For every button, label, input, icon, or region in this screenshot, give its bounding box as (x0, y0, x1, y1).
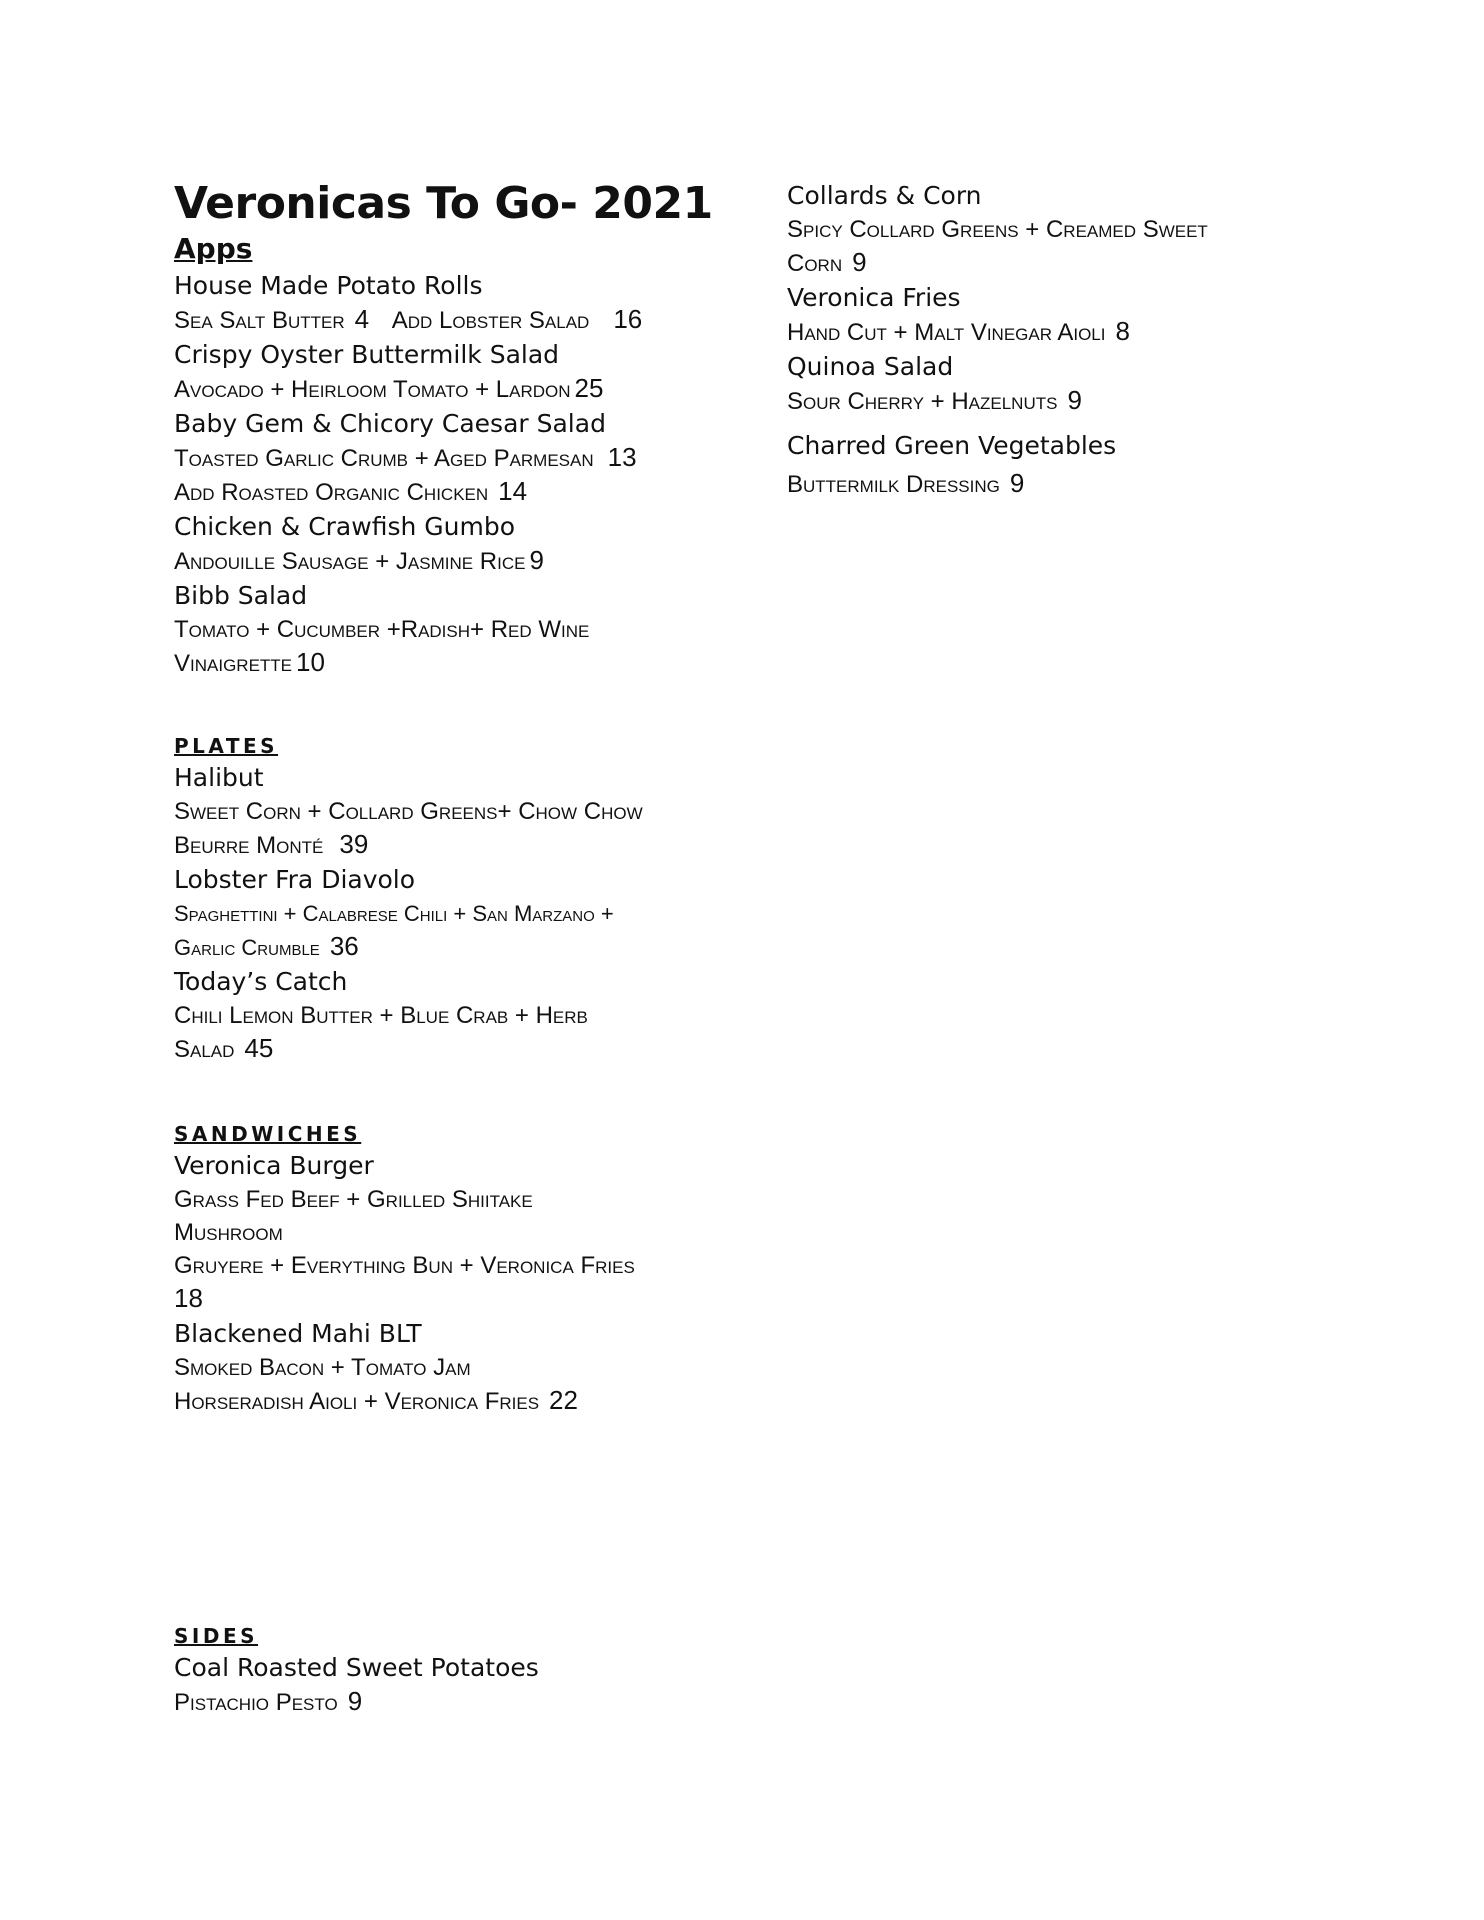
item-price: 8 (1115, 316, 1130, 346)
item-description: Hand Cut + Malt Vinegar Aioli 8 (787, 316, 1130, 346)
item-name: Charred Green Vegetables (787, 431, 1117, 460)
item-description: Sweet Corn + Collard Greens+ Chow Chow (174, 798, 643, 825)
item-name: Bibb Salad (174, 581, 308, 610)
sides-heading: SIDES (174, 1624, 259, 1648)
item-price: 4 (354, 304, 370, 334)
item-addon: Add Roasted Organic Chicken 14 (174, 476, 528, 506)
item-description: Spaghettini + Calabrese Chili + San Marzano + (174, 901, 614, 926)
item-description-line2: Beurre Monté 39 (174, 829, 369, 859)
menu-item (174, 337, 734, 406)
menu-item (174, 1148, 734, 1316)
sandwiches-heading: SANDWICHES (174, 1122, 362, 1146)
item-description: Tomato + Cucumber +Radish+ Red Wine (174, 616, 590, 643)
menu-item (174, 1316, 734, 1418)
item-description: Andouille Sausage + Jasmine Rice 9 (174, 545, 544, 575)
item-name: Chicken & Crawfish Gumbo (174, 512, 515, 541)
item-price: 18 (174, 1283, 203, 1313)
item-price: 36 (329, 931, 359, 961)
menu-item (787, 428, 1347, 501)
menu-item (174, 760, 734, 862)
item-price: 45 (244, 1033, 274, 1063)
item-name: Today’s Catch (174, 967, 348, 996)
item-name: Baby Gem & Chicory Caesar Salad (174, 409, 606, 438)
menu-item (174, 406, 734, 509)
item-price-line (174, 1282, 734, 1316)
page-title: Veronicas To Go- 2021 (174, 178, 713, 229)
item-price: 9 (1067, 385, 1082, 415)
item-description: Sour Cherry + Hazelnuts 9 (787, 385, 1082, 415)
item-description: Pistachio Pesto 9 (174, 1686, 363, 1716)
menu-item (174, 862, 734, 964)
item-description-line2: Salad 45 (174, 1033, 274, 1063)
item-name: Crispy Oyster Buttermilk Salad (174, 340, 560, 369)
item-description-line2: Garlic Crumble 36 (174, 931, 359, 961)
item-description-line2: Vinaigrette 10 (174, 647, 325, 677)
item-description: Chili Lemon Butter + Blue Crab + Herb (174, 1002, 588, 1029)
plates-section (174, 732, 734, 1066)
item-price: 9 (529, 545, 544, 575)
item-price: 39 (339, 829, 369, 859)
item-price: 22 (549, 1385, 578, 1415)
item-addon: Add Lobster Salad (391, 307, 590, 334)
item-price: 25 (574, 373, 604, 403)
item-description: Toasted Garlic Crumb + Aged Parmesan 13 (174, 442, 637, 472)
item-name: Veronica Burger (174, 1151, 374, 1180)
item-name: Lobster Fra Diavolo (174, 865, 416, 894)
item-name: House Made Potato Rolls (174, 271, 483, 300)
item-description: Grass Fed Beef + Grilled Shiitake (174, 1186, 533, 1213)
menu-item (174, 964, 734, 1066)
apps-section (174, 230, 734, 680)
item-price: 13 (607, 442, 637, 472)
item-name: Collards & Corn (787, 181, 982, 210)
sides-section (174, 1622, 734, 1719)
item-addon-price: 14 (498, 476, 528, 506)
menu-item (174, 578, 734, 680)
item-description: Avocado + Heirloom Tomato + Lardon 25 (174, 373, 604, 403)
item-addon-price: 16 (613, 304, 643, 334)
item-price: 9 (852, 247, 867, 277)
item-price: 10 (296, 647, 325, 677)
item-name: Halibut (174, 763, 264, 792)
item-description-line2: Horseradish Aioli + Veronica Fries 22 (174, 1385, 578, 1415)
item-price: 9 (1009, 468, 1025, 498)
menu-item (174, 1650, 734, 1719)
item-description: Smoked Bacon + Tomato Jam (174, 1354, 471, 1381)
menu-item (787, 349, 1347, 418)
apps-heading: Apps (174, 232, 253, 265)
menu-item (174, 509, 734, 578)
sandwiches-section (174, 1120, 734, 1418)
item-description-line3: Gruyere + Everything Bun + Veronica Fries (174, 1252, 635, 1279)
item-name: Blackened Mahi BLT (174, 1319, 422, 1348)
item-description-line2: Corn 9 (787, 247, 867, 277)
menu-item (787, 178, 1347, 280)
menu-item (787, 280, 1347, 349)
item-name: Coal Roasted Sweet Potatoes (174, 1653, 539, 1682)
item-price: 9 (347, 1686, 363, 1716)
plates-heading: PLATES (174, 734, 279, 758)
left-column (174, 178, 734, 1719)
item-name: Veronica Fries (787, 283, 961, 312)
item-description: Sea Salt Butter 4 Add Lobster Salad 16 (174, 304, 643, 334)
right-column (787, 178, 1347, 501)
menu-item (174, 268, 734, 337)
item-description-line2: Mushroom (174, 1219, 283, 1246)
item-name: Quinoa Salad (787, 352, 954, 381)
item-description: Buttermilk Dressing 9 (787, 468, 1025, 498)
item-description: Spicy Collard Greens + Creamed Sweet (787, 216, 1208, 243)
